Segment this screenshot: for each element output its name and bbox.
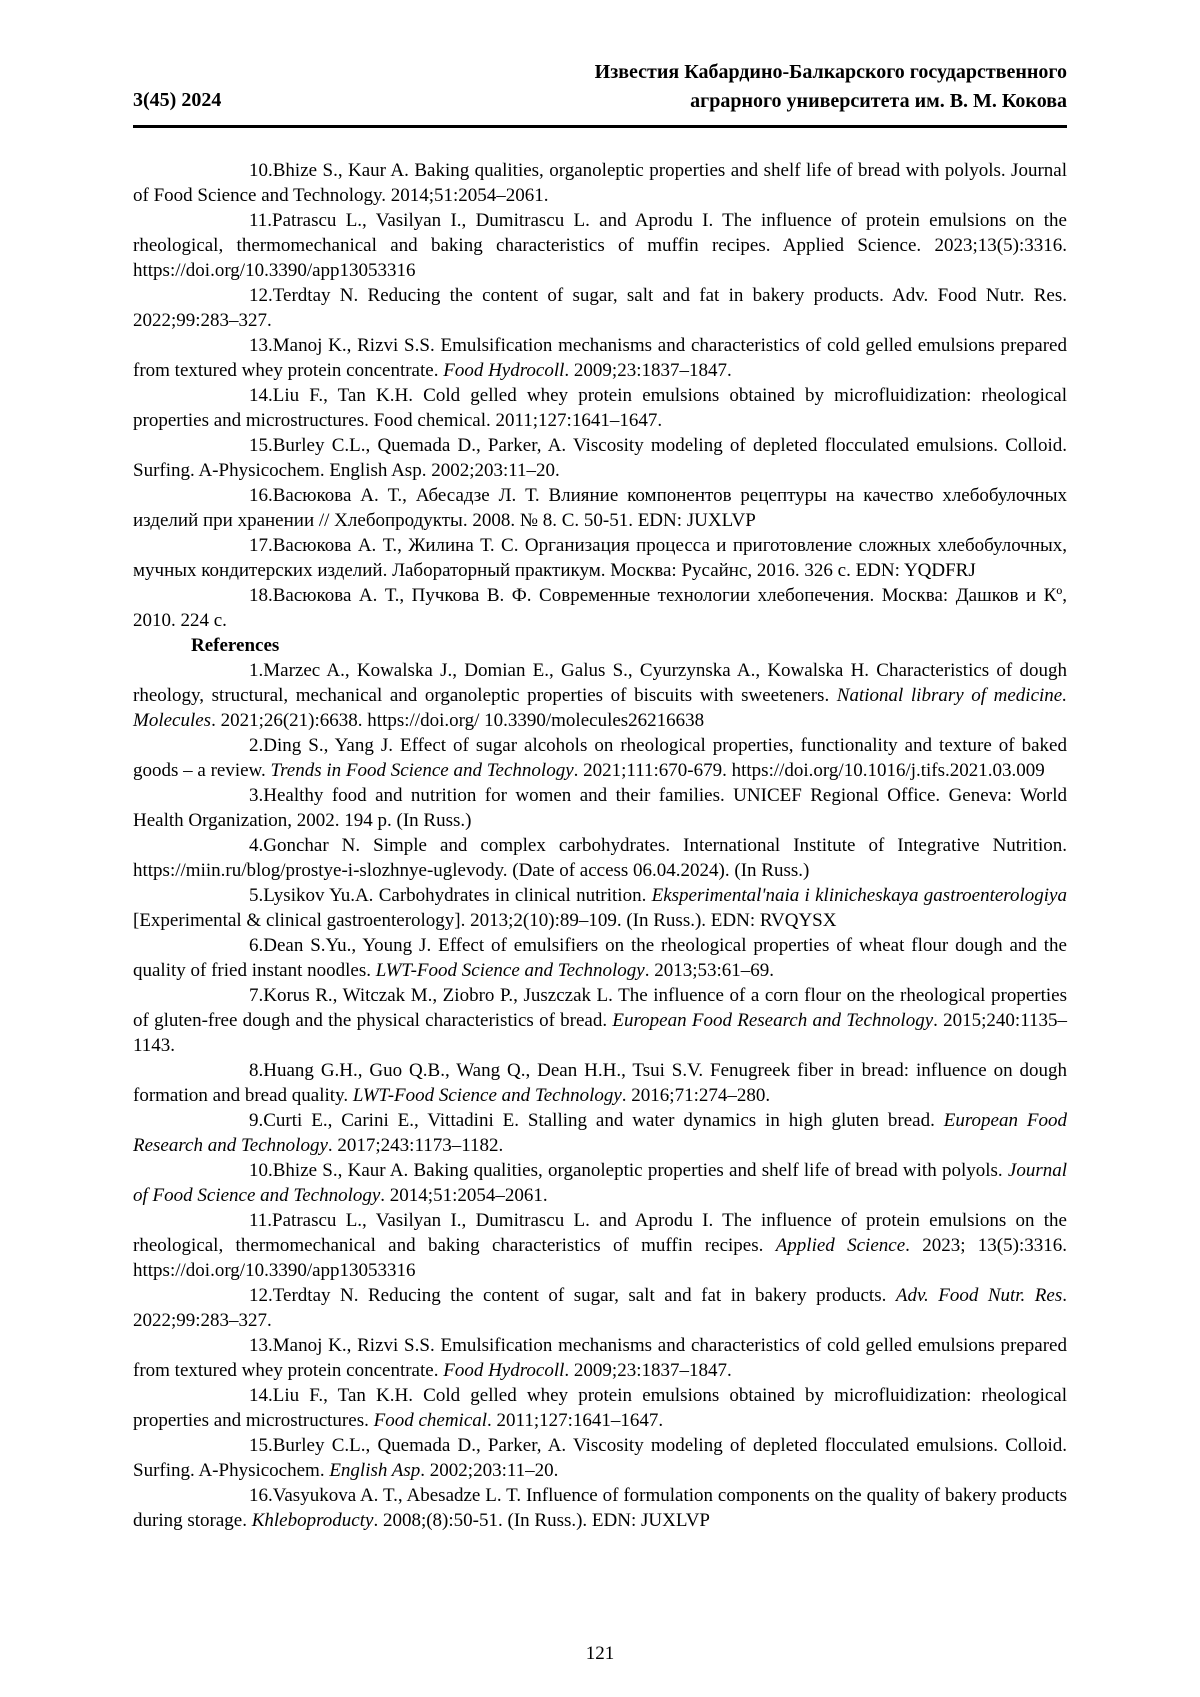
reference-number: 18. [249,585,273,606]
references-heading: References [191,635,280,656]
reference-source-italic: LWT-Food Science and Technology [375,960,645,981]
reference-text: Ding S., Yang J. Effect of sugar alcohols on rheological properties, functionality and texture of baked goods – a review. [133,735,1067,781]
reference-item [133,983,1067,1058]
reference-text: Bhize S., Kaur A. Baking qualities, organoleptic properties and shelf life of bread with polyols. [272,1160,1008,1181]
reference-source-italic: Food Hydrocoll [443,1360,565,1381]
reference-number: 12. [249,1285,273,1306]
reference-text: . 2015;240:1135–1143. [133,1010,1067,1056]
reference-text: . 2017;243:1173–1182. [327,1135,504,1156]
reference-text: Manoj K., Rizvi S.S. Emulsification mechanisms and characteristics of cold gelled emulsions prepared from textured whey protein concentrate. [133,1335,1067,1381]
reference-number: 5. [249,885,264,906]
reference-text: Lysikov Yu.A. Carbohydrates in clinical nutrition. [263,885,652,906]
reference-item [133,833,1067,883]
reference-item [133,783,1067,833]
page-number: 121 [585,1643,615,1664]
reference-item [133,533,1067,583]
reference-text: Bhize S., Kaur A. Baking qualities, organoleptic properties and shelf life of bread with polyols. Journal of Food Science and Technology. 2014;51:2054–2061. [133,160,1067,206]
reference-number: 2. [249,735,264,756]
reference-text: . 2016;71:274–280. [621,1085,771,1106]
reference-item [133,1058,1067,1108]
reference-text: . 2014;51:2054–2061. [380,1185,548,1206]
reference-item [133,483,1067,533]
reference-number: 10. [249,160,273,181]
reference-text: Healthy food and nutrition for women and their families. UNICEF Regional Office. Geneva: World Health Organization, 2002. 194 p. (In Russ.) [133,785,1067,831]
reference-text: Dean S.Yu., Young J. Effect of emulsifiers on the rheological properties of wheat flour dough and the quality of fried instant noodles. [133,935,1067,981]
reference-text: [Experimental & clinical gastroenterology]. 2013;2(10):89–109. (In Russ.). EDN: RVQYSX [133,910,837,931]
reference-source-italic: English Asp [329,1460,421,1481]
reference-text: Curti E., Carini E., Vittadini E. Stalling and water dynamics in high gluten bread. [263,1110,944,1131]
reference-item [133,658,1067,733]
reference-item [133,733,1067,783]
reference-number: 4. [249,835,264,856]
reference-text: . 2008;(8):50-51. (In Russ.). EDN: JUXLVP [373,1510,710,1531]
references-list [133,658,1067,1533]
reference-item [133,1158,1067,1208]
reference-number: 11. [249,210,273,231]
reference-number: 6. [249,935,264,956]
reference-source-italic: Food chemical [373,1410,488,1431]
reference-text: Patrascu L., Vasilyan I., Dumitrascu L. and Aprodu I. The influence of protein emulsions on the rheological, thermomechanical and baking characteristics of muffin recipes. [133,1210,1067,1256]
reference-item [133,1483,1067,1533]
reference-item [133,883,1067,933]
reference-number: 12. [249,285,273,306]
reference-text: Huang G.H., Guo Q.B., Wang Q., Dean H.H., Tsui S.V. Fenugreek fiber in bread: influence on dough formation and bread quality. [133,1060,1067,1106]
journal-title-line1: Известия Кабардино-Балкарского государственного [594,61,1067,83]
reference-text: . 2009;23:1837–1847. [564,1360,732,1381]
reference-item [133,158,1067,208]
reference-text: Васюкова А. Т., Абесадзе Л. Т. Влияние компонентов рецептуры на качество хлебобулочных изделий при хранении // Хлебопродукты. 2008. № 8. С. 50-51. EDN: JUXLVP [133,485,1067,531]
reference-number: 15. [249,1435,273,1456]
reference-text: Manoj K., Rizvi S.S. Emulsification mechanisms and characteristics of cold gelled emulsions prepared from textured whey protein concentrate. [133,335,1067,381]
reference-text: Korus R., Witczak M., Ziobro P., Juszczak L. The influence of a corn flour on the rheological properties of gluten-free dough and the physical characteristics of bread. [133,985,1067,1031]
page-header [133,58,1067,128]
reference-text: . 2011;127:1641–1647. [487,1410,664,1431]
header-rule [133,125,1067,128]
reference-item [133,1108,1067,1158]
reference-number: 13. [249,1335,273,1356]
reference-item [133,333,1067,383]
reference-number: 17. [249,535,273,556]
reference-item [133,583,1067,633]
reference-number: 3. [249,785,264,806]
reference-item [133,383,1067,433]
reference-source-italic: Khleboproducty [251,1510,374,1531]
reference-source-italic: Food Hydrocoll [443,360,565,381]
page-body [133,158,1067,1533]
reference-text: . 2021;26(21):6638. https://doi.org/ 10.3390/molecules26216638 [211,710,705,731]
reference-text: . 2013;53:61–69. [644,960,774,981]
reference-item [133,933,1067,983]
reference-number: 14. [249,1385,273,1406]
reference-number: 10. [249,1160,273,1181]
reference-number: 16. [249,485,273,506]
reference-number: 13. [249,335,273,356]
reference-source-italic: Applied Science [775,1235,906,1256]
reference-source-italic: European Food Research and Technology [133,1110,1067,1156]
reference-item [133,1283,1067,1333]
reference-number: 16. [249,1485,273,1506]
reference-source-italic: Trends in Food Science and Technology [270,760,574,781]
reference-item [133,1433,1067,1483]
reference-text: Liu F., Tan K.H. Cold gelled whey protein emulsions obtained by microfluidization: rheological properties and microstructures. Food chemical. 2011;127:1641–1647. [133,385,1067,431]
reference-source-italic: Eksperimental'naia i klinicheskaya gastroenterologiya [651,885,1067,906]
reference-text: Burley C.L., Quemada D., Parker, A. Viscosity modeling of depleted flocculated emulsions. Colloid. Surfing. A-Physicochem. English Asp. 2002;203:11–20. [133,435,1067,481]
reference-number: 11. [249,1210,273,1231]
reference-number: 8. [249,1060,264,1081]
reference-text: . 2021;111:670-679. https://doi.org/10.1016/j.tifs.2021.03.009 [573,760,1045,781]
reference-text: . 2023; 13(5):3316. https://doi.org/10.3390/app13053316 [133,1235,1067,1281]
journal-title [595,58,1067,116]
reference-source-italic: Journal of Food Science and Technology [133,1160,1067,1206]
reference-text: Terdtay N. Reducing the content of sugar, salt and fat in bakery products. Adv. Food Nutr. Res. 2022;99:283–327. [133,285,1067,331]
reference-text: Gonchar N. Simple and complex carbohydrates. International Institute of Integrative Nutrition. https://miin.ru/blog/prostye-i-slozhnye-uglevody. (Date of access 06.04.2024). (In Russ.) [133,835,1067,881]
reference-text: Patrascu L., Vasilyan I., Dumitrascu L. and Aprodu I. The influence of protein emulsions on the rheological, thermomechanical and baking characteristics of muffin recipes. Applied Science. 2023;13(5):3316. https://doi.org/10.3390/app13053316 [133,210,1067,281]
reference-text: Vasyukova A. T., Abesadze L. T. Influence of formulation components on the quality of bakery products during storage. [133,1485,1067,1531]
reference-number: 15. [249,435,273,456]
reference-number: 1. [249,660,264,681]
reference-item [133,208,1067,283]
reference-source-italic: National library of medicine. Molecules [133,685,1067,731]
reference-item [133,1383,1067,1433]
reference-text: Liu F., Tan K.H. Cold gelled whey protein emulsions obtained by microfluidization: rheological properties and microstructures. [133,1385,1067,1431]
reference-text: . 2002;203:11–20. [420,1460,559,1481]
reference-number: 7. [249,985,264,1006]
reference-number: 14. [249,385,273,406]
reference-text: Васюкова А. Т., Жилина Т. С. Организация процесса и приготовление сложных хлебобулочных, мучных кондитерских изделий. Лабораторный практикум. Москва: Русайнс, 2016. 326 с. EDN: YQDFRJ [133,535,1067,581]
reference-text: Васюкова А. Т., Пучкова В. Ф. Современные технологии хлебопечения. Москва: Дашков и Кº, 2010. 224 с. [133,585,1067,631]
reference-text: Burley C.L., Quemada D., Parker, A. Viscosity modeling of depleted flocculated emulsions. Colloid. Surfing. A-Physicochem. [133,1435,1067,1481]
reference-text: Terdtay N. Reducing the content of sugar, salt and fat in bakery products. [272,1285,896,1306]
reference-item [133,1208,1067,1283]
issue-number: 3(45) 2024 [133,89,222,111]
journal-title-line2: аграрного университета им. В. М. Кокова [690,90,1067,112]
reference-source-italic: LWT-Food Science and Technology [352,1085,622,1106]
reference-item [133,433,1067,483]
reference-item [133,1333,1067,1383]
reference-text: . 2022;99:283–327. [133,1285,1067,1331]
reference-number: 9. [249,1110,264,1131]
reference-text: Marzec A., Kowalska J., Domian E., Galus S., Cyurzynska A., Kowalska H. Characteristics of dough rheology, structural, mechanical and organoleptic properties of biscuits with sweeteners. [133,660,1067,706]
russian-references-list [133,158,1067,633]
reference-source-italic: Adv. Food Nutr. Res [895,1285,1063,1306]
reference-source-italic: European Food Research and Technology [612,1010,934,1031]
reference-text: . 2009;23:1837–1847. [564,360,732,381]
reference-item [133,283,1067,333]
